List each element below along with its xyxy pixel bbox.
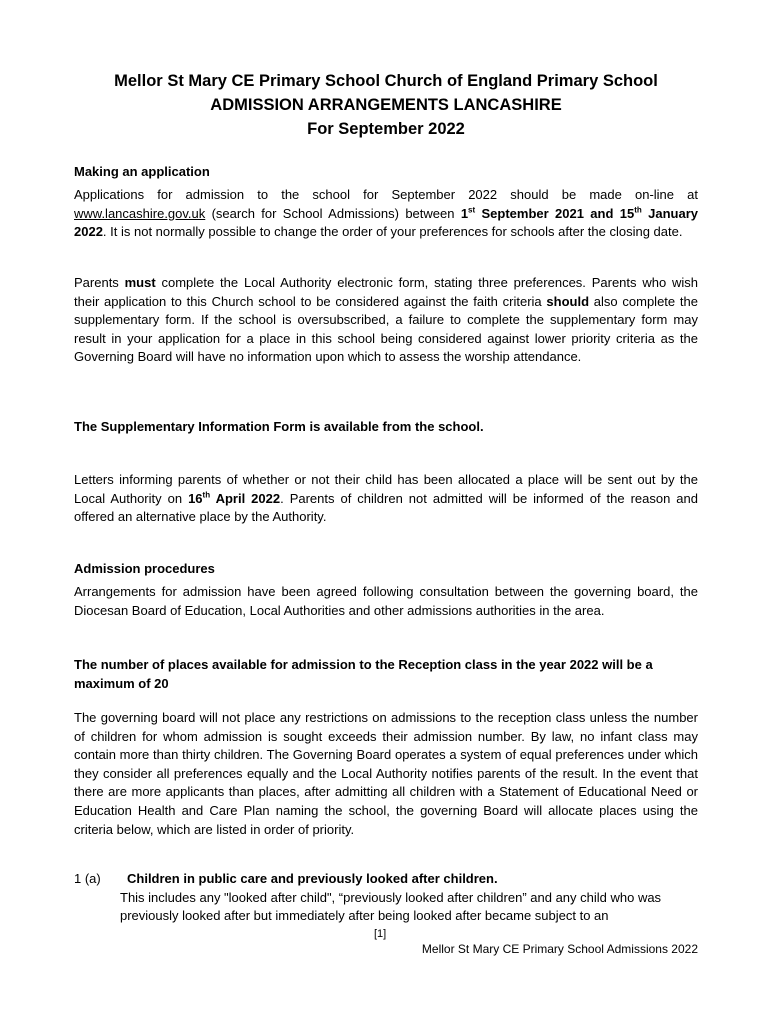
- text-segment: also complete the supplementary form. If the school is oversubscribed, a failure to complete the supplementary form may result in your application for a place in this school being considered against lower priority criteria as the Governing Board will have no information upon which to assess the worship attendance.: [74, 293, 698, 365]
- paragraph-governing-board: The governing board will not place any restrictions on admissions to the reception class unless the number of children for whom admission is sought exceeds their admission number. By law, no infant class may contain more than thirty children. The Governing Board operates a system of equal preferences under which they consider all preferences equally and the Local Authority notifies parents of the result. In the event that there are more applicants than places, after admitting all children with a Statement of Educational Need or Education Health and Care Plan naming the school, the governing Board will allocate places using the criteria below, which are listed in order of priority.: [74, 710, 698, 837]
- date-text: January 2022: [74, 205, 698, 240]
- date-suffix: th: [634, 205, 642, 215]
- paragraph-letters: [74, 471, 698, 527]
- allocation-date: [188, 491, 280, 506]
- document-page: [74, 0, 698, 1024]
- text-segment: . It is not normally possible to change the order of your preferences for schools after the closing date.: [102, 224, 683, 240]
- paragraph-application-dates: [74, 186, 698, 242]
- date-suffix: th: [202, 490, 211, 500]
- criteria-number: 1 (a): [74, 871, 101, 886]
- page-number: [1]: [374, 928, 387, 940]
- criteria-title: Children in public care and previously looked after children.: [127, 871, 498, 886]
- text-segment: . Parents of children not admitted will be informed of the reason and offered an alternative place by the Authority.: [74, 490, 698, 525]
- page-footer: Mellor St Mary CE Primary School Admissions 2022: [421, 942, 698, 956]
- document-title: [74, 69, 698, 141]
- heading-admission-procedures: Admission procedures: [74, 561, 215, 576]
- emphasis-must: must: [124, 275, 156, 290]
- paragraph-admission-procedures: Arrangements for admission have been agreed following consultation between the governing board, the Diocesan Board of Education, Local Authorities and other admissions authorities in the area.: [74, 584, 698, 618]
- text-segment: complete the Local Authority electronic form, stating three preferences. Parents who wish their application to this Church school to be considered against the faith criteria: [74, 275, 698, 309]
- date-suffix: st: [468, 205, 476, 215]
- date-text: September 2021 and 15: [475, 205, 635, 221]
- criteria-body: This includes any "looked after child", “previously looked after children” and any child who was previously looked after but immediately after being looked after became subject to an: [120, 889, 662, 924]
- text-segment: (search for School Admissions) between: [205, 205, 461, 221]
- criteria-item-1a: [74, 870, 698, 930]
- title-date: For September 2022: [307, 120, 465, 138]
- text-segment: Parents: [74, 275, 125, 290]
- date-text: 1: [460, 205, 469, 221]
- paragraph-parents-must: [74, 274, 698, 367]
- emphasis-should: should: [546, 293, 590, 309]
- reception-places-note: The number of places available for admission to the Reception class in the year 2022 will be a maximum of 20: [74, 657, 653, 691]
- title-arrangements: ADMISSION ARRANGEMENTS LANCASHIRE: [210, 96, 562, 114]
- text-segment: Letters informing parents of whether or not their child has been allocated a place will be sent out by the Local Authority on: [74, 472, 698, 506]
- heading-making-application: Making an application: [74, 164, 210, 179]
- lancashire-website-link[interactable]: www.lancashire.gov.uk: [74, 205, 206, 221]
- date-text: 16: [188, 490, 203, 506]
- title-school-name: Mellor St Mary CE Primary School Church of England Primary School: [114, 72, 658, 90]
- supplementary-form-note: The Supplementary Information Form is available from the school.: [74, 419, 484, 434]
- text-segment: Applications for admission to the school for September 2022 should be made on-line at: [74, 187, 698, 202]
- date-text: April 2022: [210, 490, 281, 506]
